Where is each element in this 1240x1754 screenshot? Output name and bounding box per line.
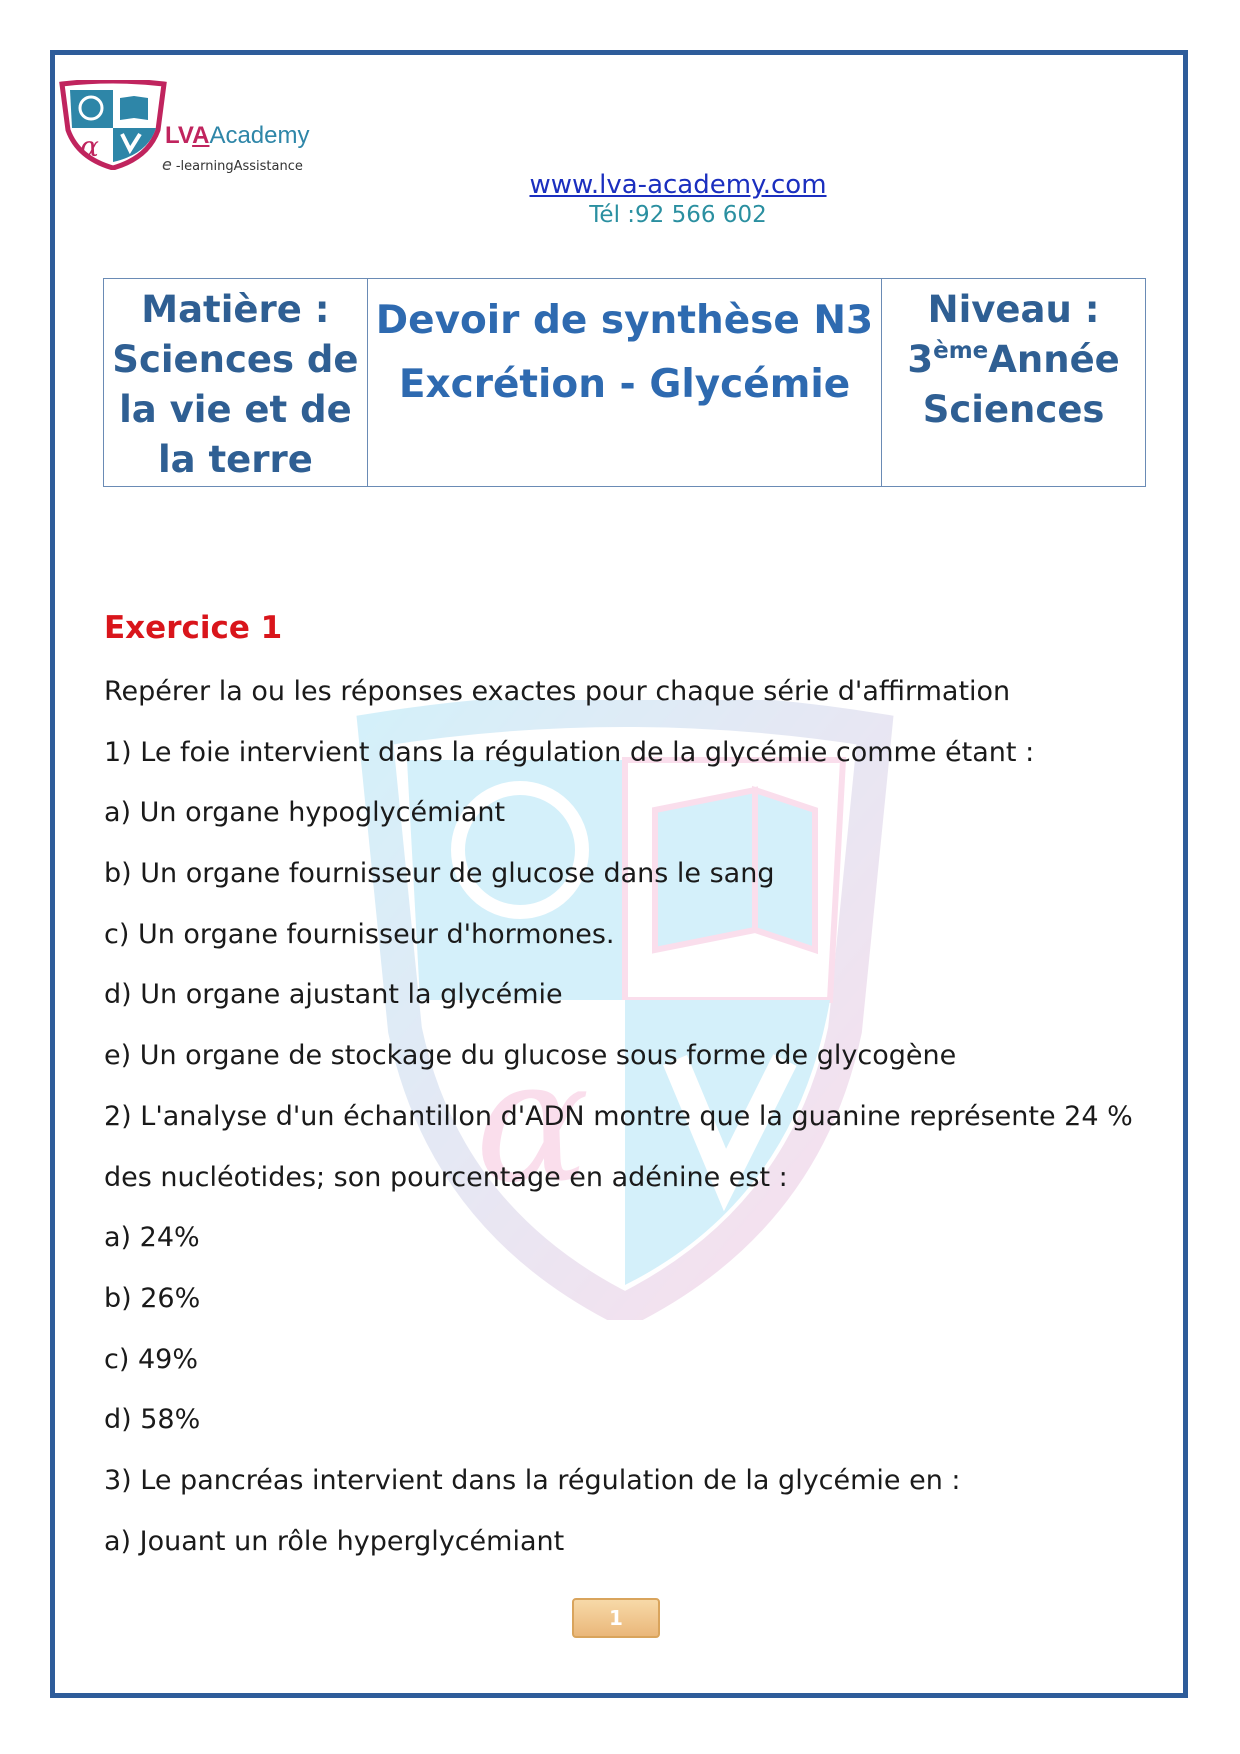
- exercise-line: 3) Le pancréas intervient dans la régulation de la glycémie en :: [104, 1464, 961, 1496]
- subject-cell: [104, 279, 368, 487]
- exercise-line: Repérer la ou les réponses exactes pour chaque série d'affirmation: [104, 676, 1011, 707]
- brand-a: A: [192, 122, 210, 149]
- subject-value: Sciences de la vie et de la terre: [112, 338, 359, 481]
- website-link[interactable]: www.lva-academy.com: [529, 170, 827, 200]
- exercise-line: d) 58%: [104, 1404, 201, 1436]
- exercise-line: d) Un organe ajustant la glycémie: [104, 979, 563, 1011]
- level-year: Année: [988, 338, 1120, 381]
- logo-shield-icon: [58, 80, 168, 170]
- level-sup: ème: [933, 338, 989, 364]
- phone-number: Tél :92 566 602: [589, 202, 767, 228]
- tagline-text: -learningAssistance: [175, 159, 303, 174]
- exercise-line: des nucléotides; son pourcentage en adénine est :: [104, 1161, 788, 1193]
- brand-lv: LV: [165, 122, 193, 149]
- brand-name: [165, 122, 310, 150]
- page-number-badge: 1: [572, 1598, 660, 1638]
- subject-label: Matière :: [141, 288, 330, 331]
- tagline-e: e: [162, 155, 172, 174]
- brand-academy: Academy: [209, 122, 310, 149]
- level-value: [883, 335, 1144, 385]
- level-section: Sciences: [922, 388, 1105, 431]
- exercise-line: b) Un organe fournisseur de glucose dans le sang: [104, 858, 775, 890]
- exam-subtitle: Excrétion - Glycémie: [398, 362, 851, 407]
- exercise-line: c) Un organe fournisseur d'hormones.: [104, 918, 615, 950]
- exercise-line: a) Jouant un rôle hyperglycémiant: [104, 1525, 565, 1557]
- exercise-content: [104, 610, 1164, 1582]
- title-cell: [367, 279, 881, 487]
- exercise-line: c) 49%: [104, 1343, 198, 1375]
- exercise-line: a) Un organe hypoglycémiant: [104, 797, 506, 829]
- exercise-line: b) 26%: [104, 1282, 201, 1314]
- exercise-line: a) 24%: [104, 1222, 200, 1254]
- info-table: [103, 278, 1146, 487]
- exercise-line: 1) Le foie intervient dans la régulation de la glycémie comme étant :: [104, 736, 1035, 768]
- exercise-line: 2) L'analyse d'un échantillon d'ADN montre que la guanine représente 24 %: [104, 1100, 1133, 1132]
- level-label: Niveau :: [927, 288, 1100, 331]
- level-cell: [882, 279, 1146, 487]
- exam-title: Devoir de synthèse N3: [375, 298, 874, 343]
- level-num: 3: [907, 338, 934, 381]
- svg-text:α: α: [475, 1023, 590, 1221]
- exercise-line: e) Un organe de stockage du glucose sous forme de glycogène: [104, 1040, 957, 1072]
- svg-text:α: α: [80, 130, 99, 163]
- exercise-title: Exercice 1: [104, 610, 283, 646]
